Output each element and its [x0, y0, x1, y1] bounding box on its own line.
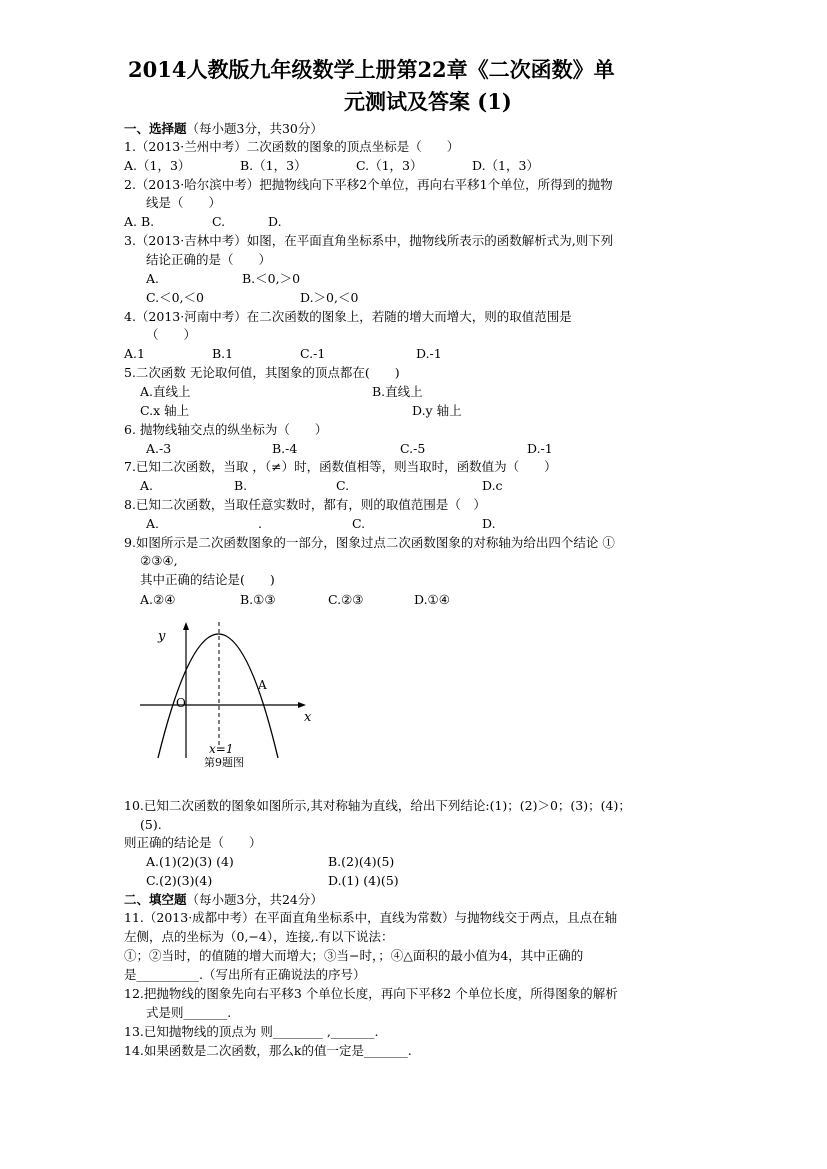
- q5-stem: 5.二次函数 无论取何值，其图象的顶点都在( ): [124, 365, 400, 380]
- q12-line1: 12.把抛物线的图象先向右平移3 个单位长度，再向下平移2 个单位长度，所得图象的解析: [124, 986, 618, 1001]
- q10-option-b: B.(2)(4)(5): [328, 854, 395, 869]
- q10-option-a: A.(1)(2)(3) (4): [146, 854, 234, 869]
- q6-option-a: A.-3: [146, 441, 172, 456]
- q7-stem: 7.已知二次函数，当取 ，（≠）时，函数值相等，则当取时，函数值为（ ）: [124, 459, 557, 474]
- section-note: （每小题3分，共24分）: [186, 892, 323, 907]
- q10-stem-question: 则正确的结论是（ ）: [124, 835, 262, 850]
- y-axis-label: y: [158, 629, 166, 644]
- q9-stem-cont: ②③④,: [140, 553, 178, 568]
- q9-option-a: A.②④: [140, 592, 176, 607]
- q11-line4: 是__________.（写出所有正确说法的序号）: [124, 967, 366, 982]
- q2-option-ab: A. B.: [124, 214, 155, 229]
- q8-option-d: D.: [482, 516, 496, 531]
- section-heading-fill: [124, 892, 323, 908]
- q7-option-c: C.: [336, 478, 350, 493]
- q14-line: 14.如果函数是二次函数，那么k的值一定是_______.: [124, 1043, 412, 1058]
- q3-stem-cont: 结论正确的是（ ）: [146, 252, 272, 267]
- q9-stem-question: 其中正确的结论是( ): [140, 572, 275, 587]
- q6-option-b: B.-4: [272, 441, 298, 456]
- q3-option-d: D.＞0,＜0: [300, 290, 359, 305]
- q13-line: 13.已知抛物线的顶点为 则________ ,_______.: [124, 1024, 379, 1039]
- figure-caption: 第9题图: [204, 756, 244, 769]
- q4-option-a: A.1: [124, 346, 145, 361]
- q2-option-c: C.: [212, 214, 226, 229]
- q11-line3: ①；②当时，的值随的增大而增大；③当−时，；④△面积的最小值为4，其中正确的: [124, 948, 584, 963]
- q9-parabola-figure: [130, 618, 330, 770]
- q1-option-d: D.（1，3）: [472, 158, 539, 173]
- q4-option-d: D.-1: [416, 346, 442, 361]
- q10-option-d: D.(1) (4)(5): [328, 873, 399, 888]
- x-axis-label: x: [304, 710, 312, 725]
- q2-stem-cont: 线是（ ）: [146, 195, 222, 210]
- q9-option-b: B.①③: [240, 592, 276, 607]
- q9-option-c: C.②③: [328, 592, 364, 607]
- q5-option-c: C.x 轴上: [140, 403, 190, 418]
- section-label: 一、选择题: [124, 121, 187, 136]
- section-heading-choice: [124, 121, 323, 137]
- q11-line1: 11.（2013·成都中考）在平面直角坐标系中，直线为常数）与抛物线交于两点，且点在轴: [124, 910, 618, 925]
- q1-stem: 1.（2013·兰州中考）二次函数的图象的顶点坐标是（ ）: [124, 139, 460, 154]
- q10-stem: 10.已知二次函数的图象如图所示,其对称轴为直线，给出下列结论:(1)；(2)＞0；(3)；(4)；: [124, 798, 631, 813]
- section-note: （每小题3分，共30分）: [186, 121, 323, 136]
- page-title-line2: 元测试及答案 (1): [344, 89, 512, 114]
- q8-option-c: C.: [352, 516, 366, 531]
- q2-stem: 2.（2013·哈尔滨中考）把抛物线向下平移2个单位，再向右平移1个单位，所得到的抛物: [124, 177, 613, 192]
- q8-option-b: .: [258, 516, 262, 531]
- q1-option-a: A.（1，3）: [124, 158, 191, 173]
- q10-option-c: C.(2)(3)(4): [146, 873, 213, 888]
- point-a-label: A: [258, 678, 267, 692]
- q6-option-d: D.-1: [527, 441, 553, 456]
- q6-option-c: C.-5: [400, 441, 426, 456]
- q9-stem: 9.如图所示是二次函数图象的一部分，图象过点二次函数图象的对称轴为给出四个结论 ①: [124, 535, 615, 550]
- q3-option-c: C.＜0,＜0: [146, 290, 204, 305]
- q12-line2: 式是则_______.: [146, 1005, 232, 1020]
- q5-option-a: A.直线上: [140, 384, 191, 399]
- q5-option-d: D.y 轴上: [412, 403, 462, 418]
- q7-option-a: A.: [140, 478, 154, 493]
- page-title-line1: 2014人教版九年级数学上册第22章《二次函数》单: [128, 57, 615, 82]
- q3-stem: 3.（2013·吉林中考）如图，在平面直角坐标系中，抛物线所表示的函数解析式为,则下列: [124, 233, 614, 248]
- q4-option-c: C.-1: [300, 346, 326, 361]
- q11-line2: 左侧，点的坐标为（0,−4），连接,.有以下说法：: [124, 929, 394, 944]
- q1-option-c: C.（1，3）: [356, 158, 423, 173]
- q5-option-b: B.直线上: [372, 384, 423, 399]
- section-label: 二、填空题: [124, 892, 187, 907]
- q4-stem: 4.（2013·河南中考）在二次函数的图象上，若随的增大而增大，则的取值范围是: [124, 309, 572, 324]
- q7-option-d: D.c: [482, 478, 503, 493]
- symmetry-axis-label: x=1: [209, 742, 234, 756]
- q4-stem-cont: （ ）: [146, 327, 197, 342]
- q10-stem-cont: (5).: [140, 817, 162, 832]
- q9-option-d: D.①④: [414, 592, 450, 607]
- q8-option-a: A.: [146, 516, 160, 531]
- q7-option-b: B.: [234, 478, 248, 493]
- q6-stem: 6. 抛物线轴交点的纵坐标为（ ）: [124, 422, 328, 437]
- q2-option-d: D.: [268, 214, 282, 229]
- origin-label: O: [176, 696, 186, 710]
- x-axis-arrow: [298, 702, 306, 708]
- q1-option-b: B.（1，3）: [240, 158, 307, 173]
- q3-option-b: B.＜0,＞0: [242, 271, 301, 286]
- q8-stem: 8.已知二次函数，当取任意实数时，都有，则的取值范围是（ ）: [124, 497, 486, 512]
- y-axis-arrow: [183, 622, 189, 630]
- q3-option-a: A.: [146, 271, 160, 286]
- q4-option-b: B.1: [212, 346, 234, 361]
